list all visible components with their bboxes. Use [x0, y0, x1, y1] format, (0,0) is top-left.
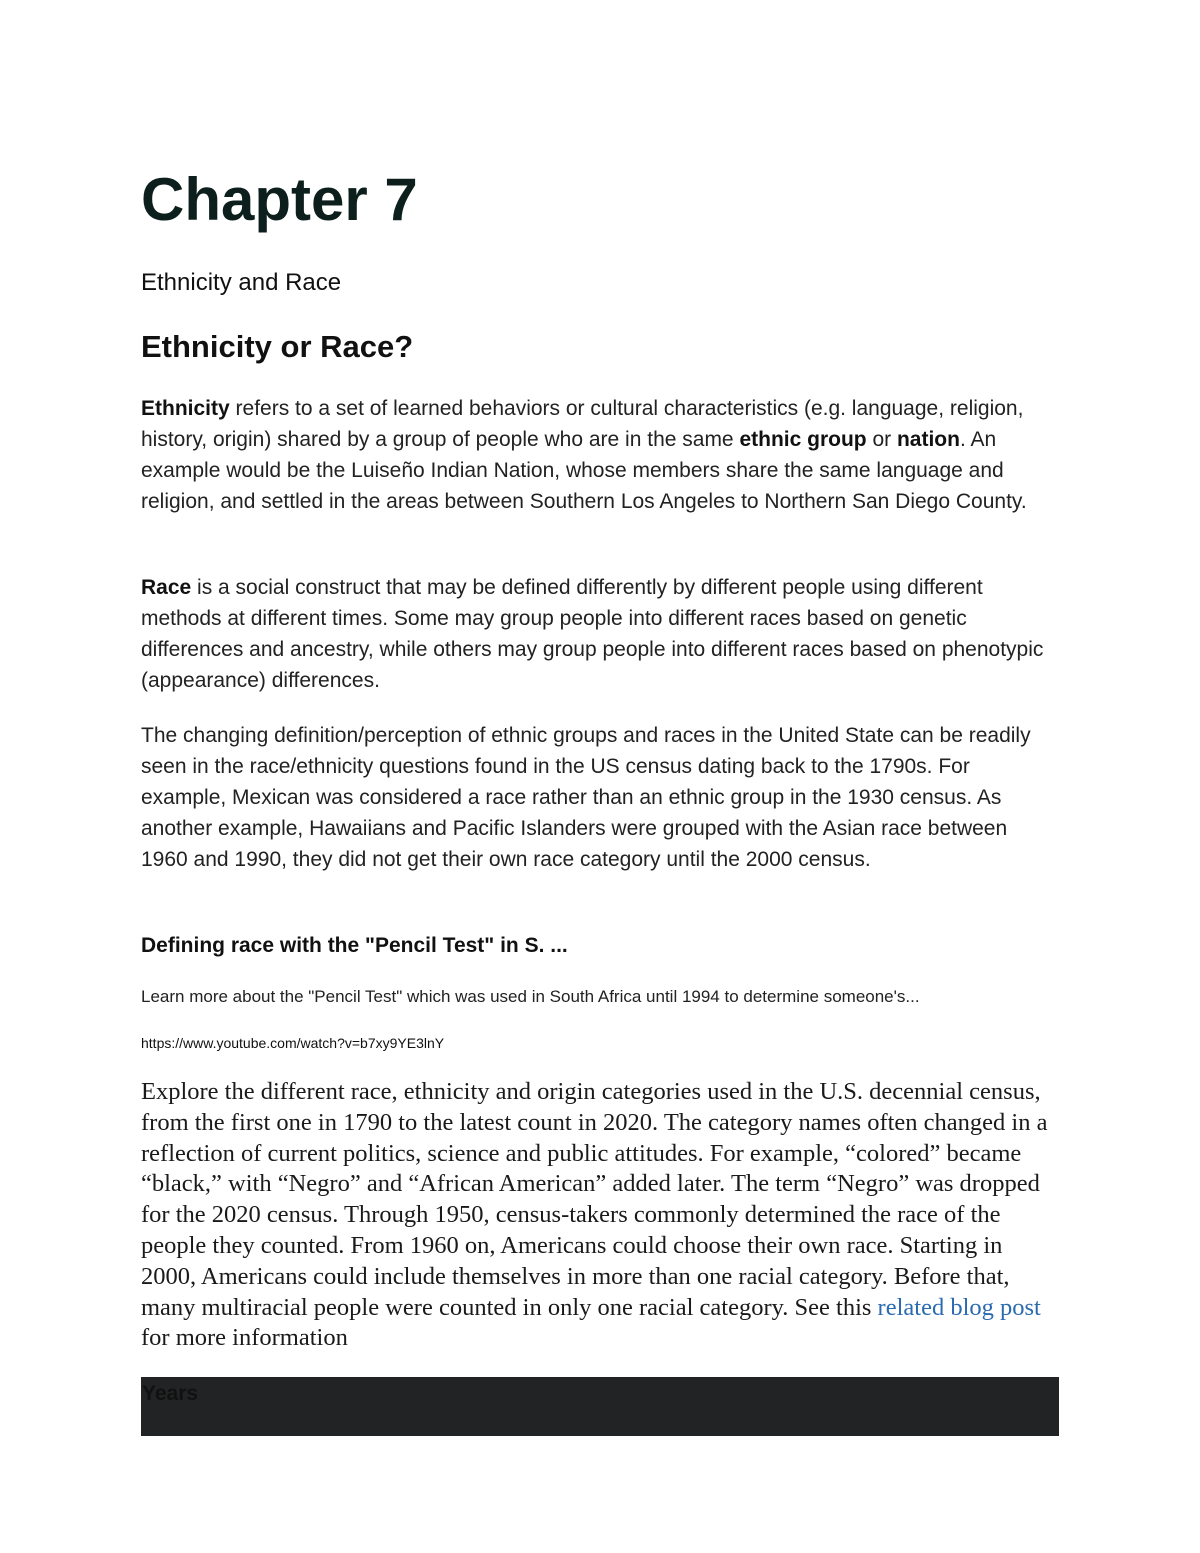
video-description: Learn more about the "Pencil Test" which was used in South Africa until 1994 to determine someone's... — [141, 987, 920, 1006]
video-url[interactable]: https://www.youtube.com/watch?v=b7xy9YE3lnY — [141, 1035, 445, 1051]
video-link-title[interactable]: Defining race with the "Pencil Test" in S. ... — [141, 934, 568, 957]
ethnicity-paragraph — [141, 393, 1059, 517]
table-header-years: Years — [142, 1382, 199, 1405]
term-ethnic-group: ethnic group — [739, 428, 867, 451]
chapter-title: Chapter 7 — [141, 166, 418, 233]
term-ethnicity: Ethnicity — [141, 397, 230, 420]
term-race: Race — [141, 576, 192, 599]
race-paragraph — [141, 572, 1059, 696]
paragraph-text: is a social construct that may be defined differently by different people using different methods at different times. Some may group people into different races based on genetic differences and ancestry, while others may group people into different races based on phenotypic (appearance) differences. — [141, 576, 1044, 692]
paragraph-text: or — [866, 428, 897, 451]
paragraph-text: Explore the different race, ethnicity and origin categories used in the U.S. decennial census, from the first one in 1790 to the latest count in 2020. The category names often changed in a reflection of current politics, science and public attitudes. For example, “colored” became “black,” with “Negro” and “African American” added later. The term “Negro” was dropped for the 2020 census. Through 1950, census-takers commonly determined the race of the people they counted. From 1960 on, Americans could choose their own race. Starting in 2000, Americans could include themselves in more than one racial category. Before that, many multiracial people were counted in only one racial category. See this — [141, 1078, 1048, 1321]
term-nation: nation — [896, 428, 960, 451]
chapter-subtitle: Ethnicity and Race — [141, 269, 342, 296]
table-header-row — [141, 1377, 1059, 1436]
section-heading: Ethnicity or Race? — [141, 329, 414, 364]
paragraph-text: refers to a set of learned behaviors or cultural characteristics (e.g. language, religion, history, origin) shared by a group of people who are in the same — [141, 397, 1024, 451]
paragraph-text: . An example would be the Luiseño Indian Nation, whose members share the same language and religion, and settled in the areas between Southern Los Angeles to Northern San Diego County. — [141, 428, 1027, 513]
paragraph-text: for more information — [141, 1324, 348, 1352]
census-history-paragraph: The changing definition/perception of ethnic groups and races in the United State can be readily seen in the race/ethnicity questions found in the US census dating back to the 1790s. For example, Mexican was considered a race rather than an ethnic group in the 1930 census. As another example, Hawaiians and Pacific Islanders were grouped with the Asian race between 1960 and 1990, they did not get their own race category until the 2000 census. — [141, 724, 1031, 871]
related-blog-post-link[interactable]: related blog post — [877, 1293, 1041, 1321]
census-categories-paragraph — [141, 1077, 1059, 1354]
